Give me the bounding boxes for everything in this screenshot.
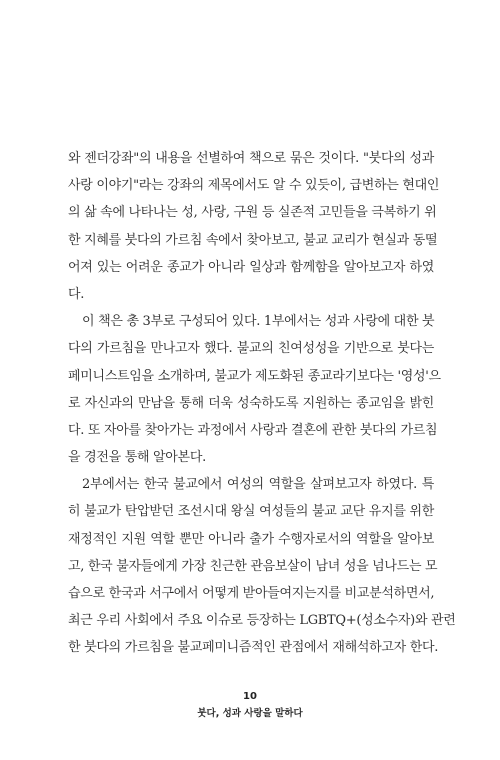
body-line: 최근 우리 사회에서 주요 이슈로 등장하는 LGBTQ+(성소수자)와 관련 xyxy=(68,613,456,629)
body-line: 다의 가르침을 만나고자 했다. 불교의 친여성성을 기반으로 붓다는 xyxy=(68,341,434,357)
body-line: 다. xyxy=(68,286,85,302)
body-line: 한 붓다의 가르침을 불교페미니즘적인 관점에서 재해석하고자 한다. xyxy=(68,640,439,656)
body-line: 의 삶 속에 나타나는 성, 사랑, 구원 등 실존적 고민들을 극복하기 위 xyxy=(68,205,437,221)
body-line: 고, 한국 불자들에게 가장 친근한 관음보살이 남녀 성을 넘나드는 모 xyxy=(68,558,438,574)
body-line: 습으로 한국과 서구에서 어떻게 받아들여지는지를 비교분석하면서, xyxy=(68,586,435,601)
body-line: 어져 있는 어려운 종교가 아니라 일상과 함께함을 알아보고자 하였 xyxy=(68,259,434,275)
body-line: 사랑 이야기"라는 강좌의 제목에서도 알 수 있듯이, 급변하는 현대인 xyxy=(68,178,440,194)
body-line: 한 지혜를 붓다의 가르침 속에서 찾아보고, 불교 교리가 현실과 동떨 xyxy=(68,232,438,248)
body-text xyxy=(68,150,456,667)
page-number: 10 xyxy=(243,691,257,702)
body-line: 와 젠더강좌"의 내용을 선별하여 책으로 묶은 것이다. "붓다의 성과 xyxy=(68,151,434,166)
body-line: 재정적인 지원 역할 뿐만 아니라 출가 수행자로서의 역할을 알아보 xyxy=(68,531,434,547)
body-line: 히 불교가 탄압받던 조선시대 왕실 여성들의 불교 교단 유지를 위한 xyxy=(68,504,434,520)
body-line: 로 자신과의 만남을 통해 더욱 성숙하도록 지원하는 종교임을 밝힌 xyxy=(68,395,434,411)
body-line: 다. 또 자아를 찾아가는 과정에서 사랑과 결혼에 관한 붓다의 가르침 xyxy=(68,422,438,438)
body-line: 을 경전을 통해 알아본다. xyxy=(68,450,206,466)
body-line: 페미니스트임을 소개하며, 불교가 제도화된 종교라기보다는 '영성'으 xyxy=(68,368,441,384)
running-title: 붓다, 성과 사랑을 말하다 xyxy=(197,708,303,719)
page-footer xyxy=(0,690,500,722)
paragraph-start-line: 이 책은 총 3부로 구성되어 있다. 1부에서는 성과 사랑에 대한 붓 xyxy=(82,314,435,330)
paragraph-start-line: 2부에서는 한국 불교에서 여성의 역할을 살펴보고자 하였다. 특 xyxy=(82,477,434,493)
